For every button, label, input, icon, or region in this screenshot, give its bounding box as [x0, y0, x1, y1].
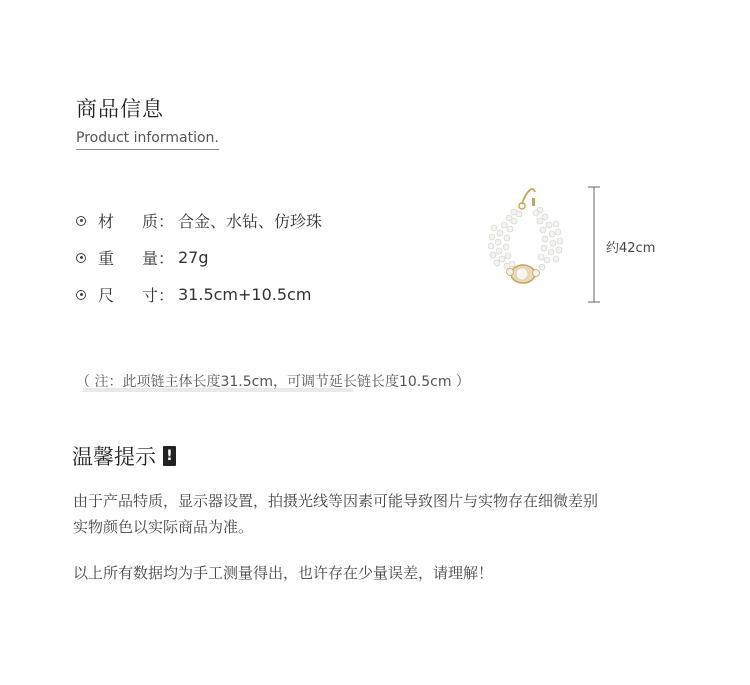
spec-row-material	[76, 209, 322, 232]
exclamation-icon: !	[163, 446, 176, 466]
spec-key-b: 寸：	[142, 286, 175, 305]
spec-value: 合金、水钻、仿珍珠	[178, 212, 323, 231]
spec-key-b: 质：	[142, 212, 175, 231]
section-title-cn: 商品信息	[76, 97, 164, 121]
spec-key-a: 材	[98, 212, 115, 231]
spec-row-weight	[76, 246, 209, 269]
notice-paragraph-2: 以上所有数据均为手工测量得出，也许存在少量误差，请理解！	[73, 564, 494, 582]
spec-row-size	[76, 283, 311, 306]
spec-value: 27g	[178, 248, 209, 267]
notice-paragraph-1	[73, 488, 598, 540]
notice-line: 由于产品特质，显示器设置，拍摄光线等因素可能导致图片与实物存在细微差别	[73, 492, 599, 510]
target-bullet-icon	[76, 290, 86, 300]
measure-label: 约42cm	[606, 241, 656, 256]
target-bullet-icon	[76, 216, 86, 226]
target-bullet-icon	[76, 253, 86, 263]
spec-value: 31.5cm+10.5cm	[178, 285, 312, 304]
spec-key-a: 重	[98, 249, 115, 268]
section-title-en: Product information.	[76, 130, 219, 150]
length-note: （ 注：此项链主体长度31.5cm，可调节延长链长度10.5cm ）	[76, 374, 470, 390]
notice-line: 实物颜色以实际商品为准。	[73, 518, 254, 536]
product-image-pearl-necklace	[470, 182, 605, 312]
spec-key-b: 量：	[142, 249, 175, 268]
notice-title: 温馨提示	[72, 445, 156, 469]
notice-title-row	[72, 441, 176, 471]
spec-key-a: 尺	[98, 286, 115, 305]
